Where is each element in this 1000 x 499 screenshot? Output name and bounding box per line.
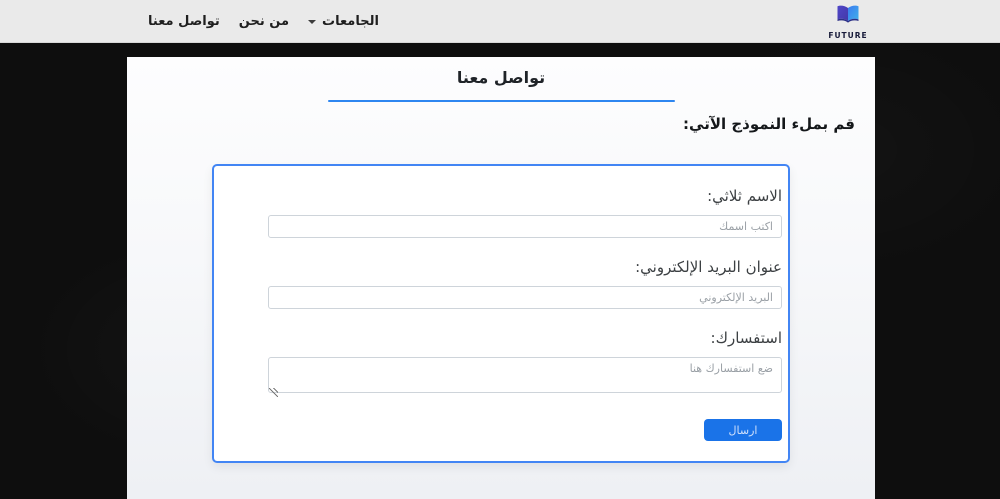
open-book-logo-icon [835, 4, 861, 30]
nav-item-about-us-label: من نحن [238, 13, 289, 29]
nav-item-universities-label: الجامعات [322, 13, 379, 29]
page-title: تواصل معنا [456, 68, 546, 87]
chevron-down-icon [308, 20, 316, 24]
inquiry-textarea-wrap [268, 357, 782, 393]
intro-text: قم بملء النموذج الآتي: [683, 115, 855, 133]
email-label: عنوان البريد الإلكتروني: [635, 258, 782, 276]
nav-item-contact-us[interactable] [148, 14, 220, 29]
inquiry-textarea[interactable] [268, 357, 782, 393]
nav-item-about-us[interactable] [239, 14, 289, 29]
nav-links [148, 0, 379, 42]
content-panel [127, 57, 875, 499]
name-input[interactable] [268, 215, 782, 238]
textarea-resize-handle[interactable] [269, 388, 278, 397]
send-button[interactable]: ارسال [704, 419, 782, 441]
contact-form [212, 164, 790, 463]
nav-item-contact-us-label: تواصل معنا [148, 13, 220, 29]
brand-logo[interactable] [824, 4, 872, 40]
name-label: الاسم ثلاثي: [707, 187, 782, 205]
top-navbar [0, 0, 1000, 43]
brand-label: FUTURE [828, 31, 868, 40]
email-input[interactable] [268, 286, 782, 309]
nav-item-universities[interactable] [308, 14, 379, 29]
title-underline [328, 100, 675, 102]
inquiry-label: استفسارك: [710, 329, 782, 347]
